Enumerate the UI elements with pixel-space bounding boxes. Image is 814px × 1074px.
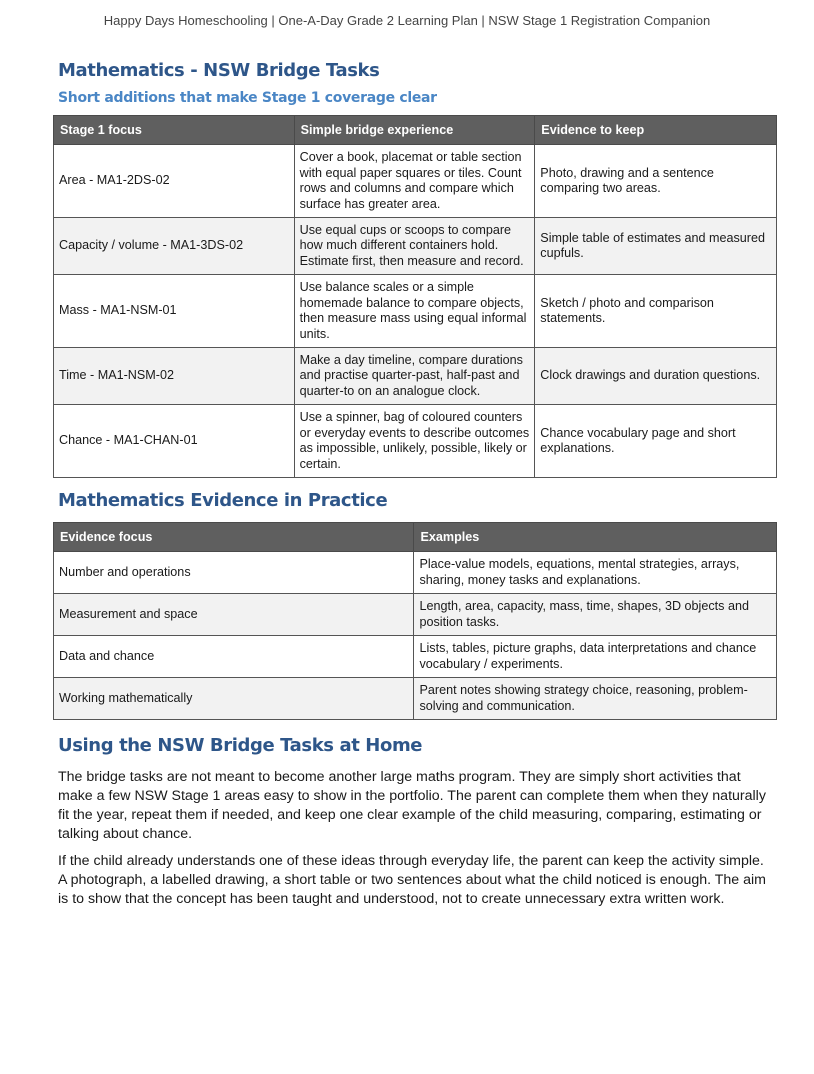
table-cell: Lists, tables, picture graphs, data interpretations and chance vocabulary / experiments. xyxy=(414,636,777,678)
table-header-row xyxy=(54,116,777,145)
table-cell: Sketch / photo and comparison statements. xyxy=(535,275,777,348)
table-cell: Make a day timeline, compare durations and practise quarter-past, half-past and quarter-to on an analogue clock. xyxy=(294,348,535,405)
table-cell: Use balance scales or a simple homemade balance to compare objects, then measure mass using equal informal units. xyxy=(294,275,535,348)
table-cell: Chance vocabulary page and short explanations. xyxy=(535,405,777,478)
table-cell: Simple table of estimates and measured cupfuls. xyxy=(535,218,777,275)
table-cell: Area - MA1-2DS-02 xyxy=(54,145,295,218)
bridge-tasks-table xyxy=(53,115,777,478)
table-cell: Cover a book, placemat or table section with equal paper squares or tiles. Count rows and columns and compare which surface has greater area. xyxy=(294,145,535,218)
table-row xyxy=(54,636,777,678)
section-title-evidence: Mathematics Evidence in Practice xyxy=(58,490,388,511)
table-cell: Working mathematically xyxy=(54,678,414,720)
table-cell: Chance - MA1-CHAN-01 xyxy=(54,405,295,478)
table-cell: Clock drawings and duration questions. xyxy=(535,348,777,405)
column-header: Evidence to keep xyxy=(535,116,777,145)
table-header-row xyxy=(54,523,777,552)
evidence-table xyxy=(53,522,777,720)
table-cell: Photo, drawing and a sentence comparing two areas. xyxy=(535,145,777,218)
table-row xyxy=(54,348,777,405)
table-cell: Data and chance xyxy=(54,636,414,678)
column-header: Examples xyxy=(414,523,777,552)
table-cell: Capacity / volume - MA1-3DS-02 xyxy=(54,218,295,275)
table-cell: Measurement and space xyxy=(54,594,414,636)
table-row xyxy=(54,218,777,275)
section-title-using-at-home: Using the NSW Bridge Tasks at Home xyxy=(58,735,423,756)
table-row xyxy=(54,552,777,594)
table-cell: Parent notes showing strategy choice, reasoning, problem-solving and communication. xyxy=(414,678,777,720)
table-cell: Time - MA1-NSM-02 xyxy=(54,348,295,405)
table-cell: Place-value models, equations, mental strategies, arrays, sharing, money tasks and explanations. xyxy=(414,552,777,594)
body-paragraph: The bridge tasks are not meant to become another large maths program. They are simply short activities that make a few NSW Stage 1 areas easy to show in the portfolio. The parent can complete them when they naturally fit the year, repeat them if needed, and keep one clear example of the child measuring, comparing, estimating or talking about chance. xyxy=(58,769,766,842)
table-cell: Length, area, capacity, mass, time, shapes, 3D objects and position tasks. xyxy=(414,594,777,636)
table-row xyxy=(54,678,777,720)
column-header: Simple bridge experience xyxy=(294,116,535,145)
table-row xyxy=(54,405,777,478)
column-header: Evidence focus xyxy=(54,523,414,552)
section-subtitle-bridge-tasks: Short additions that make Stage 1 coverage clear xyxy=(58,90,437,106)
section-title-bridge-tasks: Mathematics - NSW Bridge Tasks xyxy=(58,60,380,81)
table-cell: Use equal cups or scoops to compare how much different containers hold. Estimate first, then measure and record. xyxy=(294,218,535,275)
column-header: Stage 1 focus xyxy=(54,116,295,145)
table-cell: Number and operations xyxy=(54,552,414,594)
table-row xyxy=(54,275,777,348)
page-header: Happy Days Homeschooling | One-A-Day Grade 2 Learning Plan | NSW Stage 1 Registration Companion xyxy=(103,13,711,28)
body-paragraph: If the child already understands one of these ideas through everyday life, the parent can keep the activity simple. A photograph, a labelled drawing, a short table or two sentences about what the child noticed is enough. The aim is to show that the concept has been taught and understood, not to create unnecessary extra written work. xyxy=(58,853,766,907)
table-row xyxy=(54,145,777,218)
table-cell: Use a spinner, bag of coloured counters or everyday events to describe outcomes as impossible, unlikely, possible, likely or certain. xyxy=(294,405,535,478)
table-row xyxy=(54,594,777,636)
document-body xyxy=(53,60,777,917)
table-cell: Mass - MA1-NSM-01 xyxy=(54,275,295,348)
